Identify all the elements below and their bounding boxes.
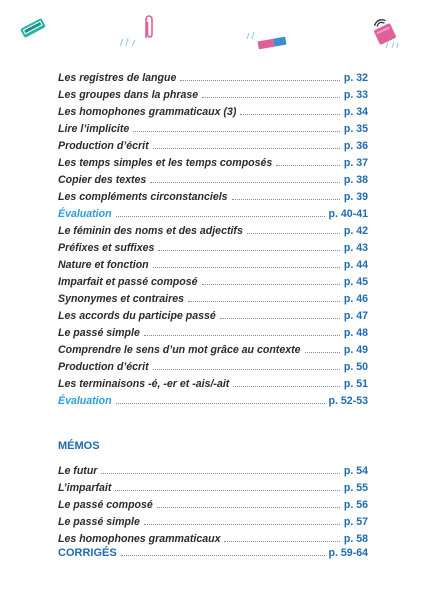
page-number: p. 45 <box>343 276 368 288</box>
entry-title: Le féminin des noms et des adjectifs <box>58 225 243 237</box>
sparkle-lines-left <box>118 36 138 48</box>
leader-dots <box>144 334 340 336</box>
toc-entry[interactable] <box>58 203 368 220</box>
page-number: p. 35 <box>343 123 368 135</box>
entry-title: Synonymes et contraires <box>58 293 184 305</box>
table-of-contents <box>58 67 368 407</box>
leader-dots <box>233 385 340 387</box>
entry-title: Le passé simple <box>58 327 140 339</box>
page-number: p. 40-41 <box>328 208 368 220</box>
page-number: p. 33 <box>343 89 368 101</box>
page-number: p. 46 <box>343 293 368 305</box>
leader-dots <box>115 489 339 491</box>
entry-title: Les temps simples et les temps composés <box>58 157 273 169</box>
leader-dots <box>202 96 340 98</box>
leader-dots <box>232 198 340 200</box>
leader-dots <box>276 164 340 166</box>
sparkle-lines-right <box>384 40 400 50</box>
toc-entry[interactable] <box>58 84 368 101</box>
toc-entry[interactable] <box>58 101 368 118</box>
entry-title: Imparfait et passé composé <box>58 276 198 288</box>
toc-entry[interactable] <box>58 271 368 288</box>
leader-dots <box>153 266 340 268</box>
page-number: p. 32 <box>343 72 368 84</box>
toc-entry[interactable] <box>58 67 368 84</box>
leader-dots <box>116 215 325 217</box>
paperclip-illustration <box>140 14 158 42</box>
leader-dots <box>188 300 340 302</box>
page-number: p. 50 <box>343 361 368 373</box>
entry-title: Nature et fonction <box>58 259 149 271</box>
toc-entry[interactable] <box>58 169 368 186</box>
leader-dots <box>240 113 339 115</box>
leader-dots <box>153 147 340 149</box>
toc-entry[interactable] <box>58 305 368 322</box>
entry-title: Le passé simple <box>58 516 140 528</box>
toc-entry[interactable] <box>58 322 368 339</box>
toc-entry[interactable] <box>58 390 368 407</box>
memos-heading: MÉMOS <box>58 440 100 452</box>
toc-entry[interactable] <box>58 220 368 237</box>
entry-title: Lire l’implicite <box>58 123 130 135</box>
entry-title: Les compléments circonstanciels <box>58 191 228 203</box>
entry-title: Production d’écrit <box>58 140 149 152</box>
entry-title: Les registres de langue <box>58 72 177 84</box>
page-number: p. 54 <box>343 465 368 477</box>
leader-dots <box>101 472 339 474</box>
entry-title: L’imparfait <box>58 482 112 494</box>
entry-title: Le futur <box>58 465 98 477</box>
page-number: p. 36 <box>343 140 368 152</box>
sparkle-lines-mid <box>245 30 259 42</box>
page-number: p. 34 <box>343 106 368 118</box>
page-number: p. 48 <box>343 327 368 339</box>
page-number: p. 52-53 <box>328 395 368 407</box>
page-number: p. 42 <box>343 225 368 237</box>
toc-entry[interactable] <box>58 339 368 356</box>
toc-entry[interactable] <box>58 373 368 390</box>
page-number: p. 37 <box>343 157 368 169</box>
leader-dots <box>305 351 340 353</box>
entry-title: Les terminaisons -é, -er et -ais/-ait <box>58 378 230 390</box>
page-number: p. 57 <box>343 516 368 528</box>
toc-entry[interactable] <box>58 135 368 152</box>
toc-entry[interactable] <box>58 494 368 511</box>
entry-title: Les homophones grammaticaux (3) <box>58 106 237 118</box>
entry-title: Préfixes et suffixes <box>58 242 155 254</box>
toc-entry[interactable] <box>58 460 368 477</box>
leader-dots <box>180 79 340 81</box>
entry-title: Production d’écrit <box>58 361 149 373</box>
memos-section <box>58 440 368 545</box>
toc-entry[interactable] <box>58 118 368 135</box>
leader-dots <box>202 283 340 285</box>
page-number: p. 55 <box>343 482 368 494</box>
entry-title: Comprendre le sens d’un mot grâce au contexte <box>58 344 301 356</box>
toc-entry[interactable] <box>58 254 368 271</box>
leader-dots <box>144 523 340 525</box>
page-number: p. 47 <box>343 310 368 322</box>
corriges-label: CORRIGÉS <box>58 547 117 559</box>
leader-dots <box>158 249 339 251</box>
entry-title: Les groupes dans la phrase <box>58 89 199 101</box>
toc-entry[interactable] <box>58 237 368 254</box>
page-number: p. 43 <box>343 242 368 254</box>
page-number: p. 56 <box>343 499 368 511</box>
leader-dots <box>247 232 340 234</box>
leader-dots <box>150 181 340 183</box>
leader-dots <box>153 368 340 370</box>
toc-entry[interactable] <box>58 288 368 305</box>
toc-entry[interactable] <box>58 356 368 373</box>
entry-title: Le passé composé <box>58 499 153 511</box>
page-number: p. 49 <box>343 344 368 356</box>
leader-dots <box>133 130 340 132</box>
corriges-section <box>58 542 368 559</box>
toc-entry[interactable] <box>58 477 368 494</box>
entry-title: Les accords du participe passé <box>58 310 216 322</box>
eraser-illustration <box>255 34 289 52</box>
stapler-illustration <box>18 14 48 42</box>
memos-list <box>58 460 368 545</box>
entry-title: Les homophones grammaticaux <box>58 533 221 545</box>
leader-dots <box>121 554 325 556</box>
page-number: p. 58 <box>343 533 368 545</box>
page-number: p. 39 <box>343 191 368 203</box>
page-number: p. 38 <box>343 174 368 186</box>
toc-entry[interactable] <box>58 152 368 169</box>
entry-title: Évaluation <box>58 395 112 407</box>
corriges-entry[interactable] <box>58 542 368 559</box>
leader-dots <box>116 402 325 404</box>
page-number: p. 59-64 <box>328 547 368 559</box>
toc-entry[interactable] <box>58 186 368 203</box>
entry-title: Évaluation <box>58 208 112 220</box>
page-number: p. 51 <box>343 378 368 390</box>
entry-title: Copier des textes <box>58 174 147 186</box>
leader-dots <box>220 317 340 319</box>
toc-entry[interactable] <box>58 511 368 528</box>
page-number: p. 44 <box>343 259 368 271</box>
leader-dots <box>157 506 340 508</box>
